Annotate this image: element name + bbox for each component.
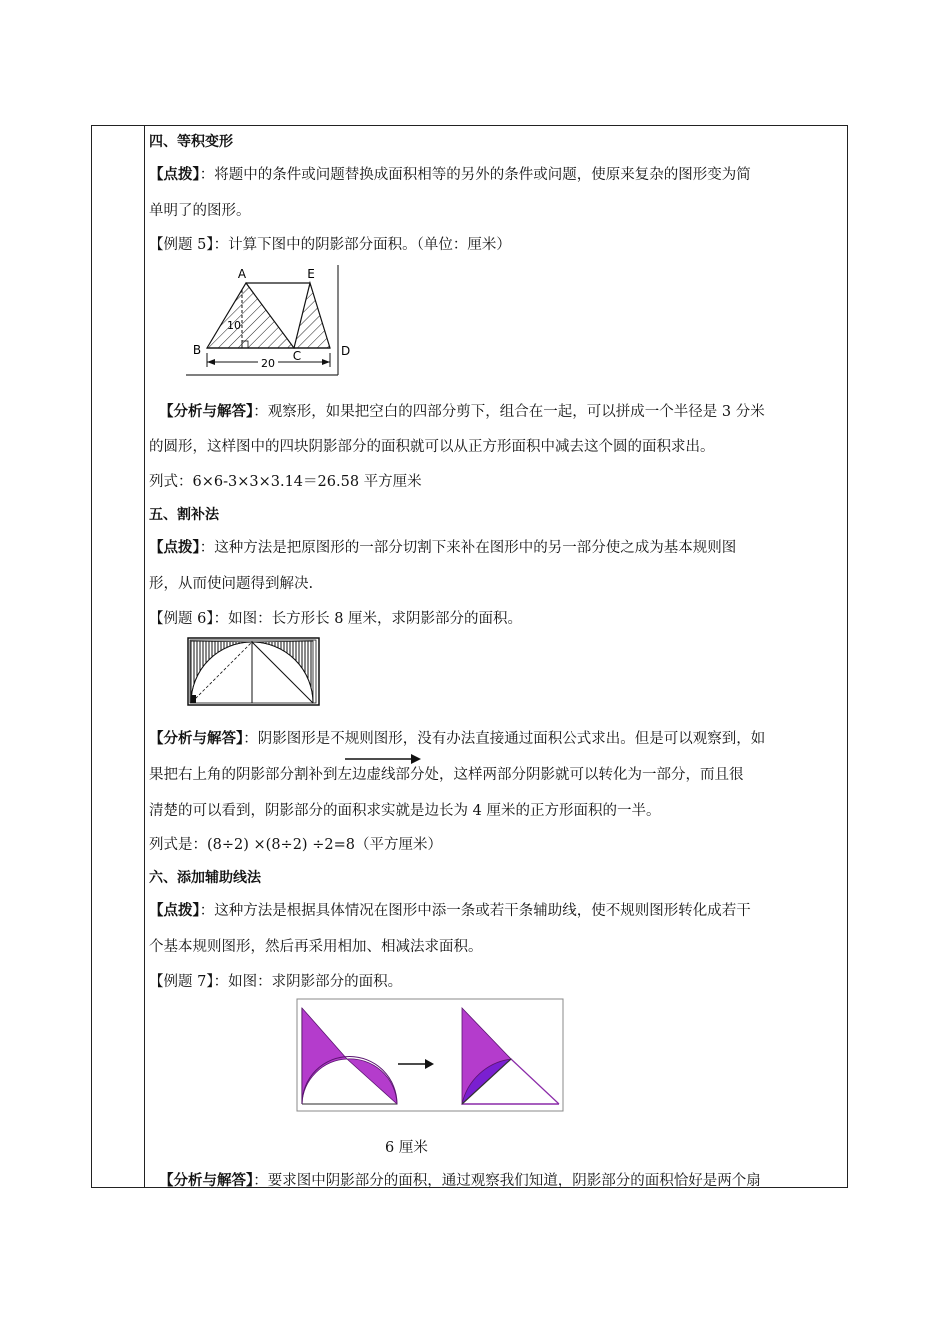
label-c: C (292, 349, 302, 363)
label-width: 20 (261, 357, 275, 370)
example-line (149, 233, 843, 254)
label-a: A (237, 267, 247, 281)
tip-text: ：将题中的条件或问题替换成面积相等的另外的条件或问题，使原来复杂的图形变为简 (199, 167, 751, 183)
tip-text: ：这种方法是根据具体情况在图形中添一条或若干条辅助线，使不规则图形转化成若干 (199, 903, 751, 919)
answer-label: 【分析与解答】 (159, 404, 254, 420)
trapezoid-figure (184, 263, 384, 382)
answer-text: ：要求图中阴影部分的面积，通过观察我们知道，阴影部分的面积恰好是两个扇 (253, 1173, 761, 1189)
formula-line: 列式：6×6-3×3×3.14＝26.58 平方厘米 (149, 474, 422, 490)
section-heading-auxiliary-line: 六、添加辅助线法 (149, 870, 261, 886)
label-d: D (341, 344, 351, 358)
answer-text-cont: 清楚的可以看到，阴影部分的面积求实就是边长为 4 厘米的正方形面积的一半。 (149, 803, 661, 819)
answer-label: 【分析与解答】 (149, 731, 244, 747)
label-height: 10 (227, 319, 241, 332)
tip-paragraph (149, 163, 843, 184)
example-label: 【例题 7】 (149, 974, 214, 990)
example-label: 【例题 6】 (149, 611, 214, 627)
answer-paragraph (159, 1169, 843, 1190)
answer-paragraph (149, 727, 843, 748)
answer-label: 【分析与解答】 (159, 1173, 254, 1189)
formula-line: 列式是：(8÷2) ×(8÷2) ÷2=8（平方厘米） (149, 837, 442, 853)
tip-text-cont: 形，从而使问题得到解决. (149, 576, 314, 592)
tip-text-cont: 单明了的图形。 (149, 203, 251, 219)
example-line (149, 607, 843, 628)
tip-text-cont: 个基本规则图形，然后再采用相加、相减法求面积。 (149, 939, 483, 955)
rectangle-figure (187, 637, 321, 711)
tip-label: 【点拨】 (149, 903, 200, 919)
tip-text: ：这种方法是把原图形的一部分切割下来补在图形中的另一部分使之成为基本规则图 (199, 540, 737, 556)
column-divider (144, 126, 145, 1187)
example-line (149, 970, 843, 991)
answer-text-cont: 果把右上角的阴影部分割补到左边虚线部分处，这样两部分阴影就可以转化为一部分，而且很 (149, 767, 744, 783)
example-text: ：如图：求阴影部分的面积。 (213, 974, 403, 990)
tip-label: 【点拨】 (149, 540, 200, 556)
triangle-transform-figure (296, 998, 564, 1117)
answer-text: ：观察形，如果把空白的四部分剪下，组合在一起，可以拼成一个半径是 3 分米 (253, 404, 765, 420)
table-frame (91, 125, 848, 1188)
answer-paragraph (159, 400, 843, 421)
label-e: E (307, 267, 315, 281)
section-heading-equal-area: 四、等积变形 (149, 134, 233, 150)
answer-text-cont: 的圆形，这样图中的四块阴影部分的面积就可以从正方形面积中减去这个圆的面积求出。 (149, 439, 715, 455)
example-text: ：如图：长方形长 8 厘米，求阴影部分的面积。 (213, 611, 523, 627)
tip-paragraph (149, 899, 843, 920)
section-heading-cut-fill: 五、割补法 (149, 507, 219, 523)
tip-label: 【点拨】 (149, 167, 200, 183)
example-text: ：计算下图中的阴影部分面积。（单位：厘米） (213, 237, 511, 253)
figure-caption: 6 厘米 (385, 1140, 428, 1156)
tip-paragraph (149, 536, 843, 557)
example-label: 【例题 5】 (149, 237, 214, 253)
label-b: B (192, 343, 202, 357)
answer-text: ：阴影图形是不规则图形，没有办法直接通过面积公式求出。但是可以观察到，如 (243, 731, 766, 747)
